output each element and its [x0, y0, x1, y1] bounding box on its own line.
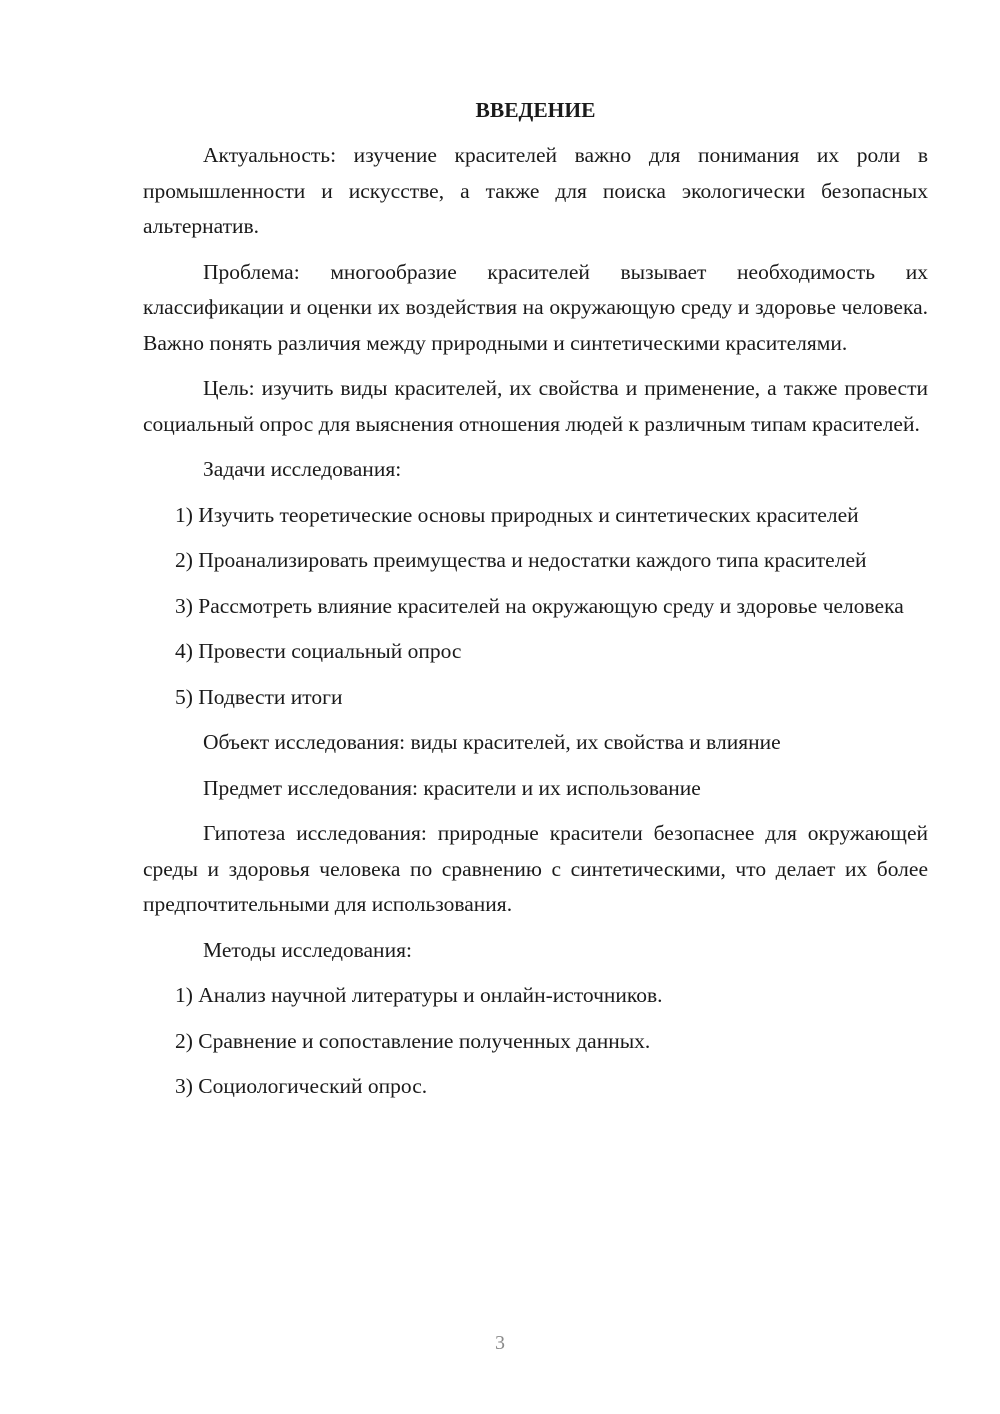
method-item-3: 3) Социологический опрос. — [175, 1074, 428, 1098]
task-item-4: 4) Провести социальный опрос — [175, 639, 462, 663]
problem-paragraph: Проблема: многообразие красителей вызывает необходимость их классификации и оценки их воздействия на окружающую среду и здоровье человека. Важно понять различия между природными и синтетическими красителями. — [143, 259, 928, 355]
relevance-paragraph: Актуальность: изучение красителей важно для понимания их роли в промышленности и искусстве, а также для поиска экологически безопасных альтернатив. — [143, 143, 928, 238]
task-item-5: 5) Подвести итоги — [175, 684, 343, 709]
tasks-heading: Задачи исследования: — [203, 457, 402, 481]
methods-heading: Методы исследования: — [203, 937, 412, 962]
task-item-3: 3) Рассмотреть влияние красителей на окружающую среду и здоровье человека — [175, 593, 904, 618]
page-title: ВВЕДЕНИЕ — [475, 98, 596, 122]
task-item-1: 1) Изучить теоретические основы природных и синтетических красителей — [175, 502, 859, 527]
method-item-2: 2) Сравнение и сопоставление полученных данных. — [175, 1028, 651, 1053]
subject-paragraph: Предмет исследования: красители и их использование — [203, 775, 701, 800]
object-paragraph: Объект исследования: виды красителей, их свойства и влияние — [203, 730, 781, 754]
task-item-2: 2) Проанализировать преимущества и недостатки каждого типа красителей — [175, 548, 867, 572]
page-number: 3 — [495, 1332, 505, 1354]
page-content — [143, 94, 928, 1115]
goal-paragraph: Цель: изучить виды красителей, их свойства и применение, а также провести социальный опрос для выяснения отношения людей к различным типам красителей. — [143, 376, 928, 436]
hypothesis-paragraph: Гипотеза исследования: природные красители безопаснее для окружающей среды и здоровья человека по сравнению с синтетическими, что делает их более предпочтительными для использования. — [143, 821, 928, 916]
method-item-1: 1) Анализ научной литературы и онлайн-источников. — [175, 983, 663, 1007]
